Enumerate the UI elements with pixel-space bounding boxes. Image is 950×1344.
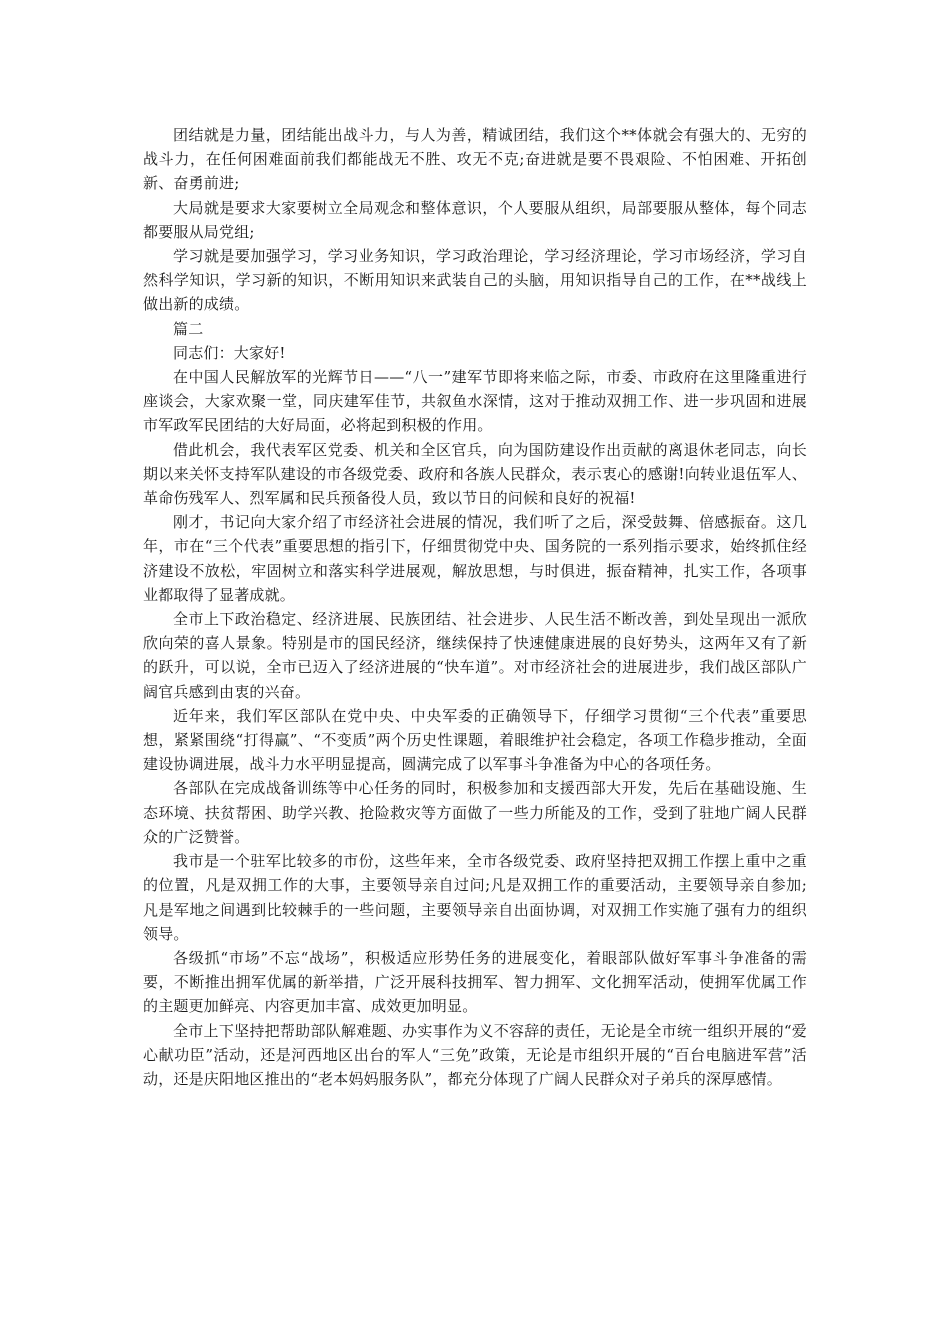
paragraph: 在中国人民解放军的光辉节日——“八一”建军节即将来临之际，市委、市政府在这里隆重进行座谈会，大家欢聚一堂，同庆建军佳节，共叙鱼水深情，这对于推动双拥工作、进一步巩固和进展市军政军民团结的大好局面，必将起到积极的作用。	[143, 368, 807, 435]
document-body	[143, 123, 807, 1091]
section-heading: 篇二	[173, 319, 204, 338]
paragraph: 各部队在完成战备训练等中心任务的同时，积极参加和支援西部大开发，先后在基础设施、生态环境、扶贫帮困、助学兴教、抢险救灾等方面做了一些力所能及的工作，受到了驻地广阔人民群众的广泛赞誉。	[143, 779, 807, 846]
paragraph: 各级抓“市场”不忘“战场”，积极适应形势任务的进展变化，着眼部队做好军事斗争准备的需要，不断推出拥军优属的新举措，广泛开展科技拥军、智力拥军、文化拥军活动，使拥军优属工作的主题更加鲜亮、内容更加丰富、成效更加明显。	[143, 948, 807, 1016]
paragraph: 团结就是力量，团结能出战斗力，与人为善，精诚团结，我们这个**体就会有强大的、无穷的战斗力，在任何困难面前我们都能战无不胜、攻无不克;奋进就是要不畏艰险、不怕困难、开拓创新、奋勇前进;	[143, 126, 807, 193]
paragraph: 全市上下政治稳定、经济进展、民族团结、社会进步、人民生活不断改善，到处呈现出一派欣欣向荣的喜人景象。特别是市的国民经济，继续保持了快速健康进展的良好势头，这两年又有了新的跃升，可以说，全市已迈入了经济进展的“快车道”。对市经济社会的进展进步，我们战区部队广阔官兵感到由衷的兴奋。	[143, 610, 807, 701]
salutation: 同志们：大家好!	[173, 343, 286, 362]
paragraph: 大局就是要求大家要树立全局观念和整体意识，个人要服从组织，局部要服从整体，每个同志都要服从局党组;	[143, 198, 807, 241]
paragraph: 借此机会，我代表军区党委、机关和全区官兵，向为国防建设作出贡献的离退休老同志，向长期以来关怀支持军队建设的市各级党委、政府和各族人民群众，表示衷心的感谢!向转业退伍军人、革命伤残军人、烈军属和民兵预备役人员，致以节日的问候和良好的祝福!	[143, 440, 807, 508]
paragraph: 全市上下坚持把帮助部队解难题、办实事作为义不容辞的责任，无论是全市统一组织开展的“爱心献功臣”活动，还是河西地区出台的军人“三免”政策，无论是市组织开展的“百台电脑进军营”活动，还是庆阳地区推出的“老本妈妈服务队”，都充分体现了广阔人民群众对子弟兵的深厚感情。	[143, 1021, 807, 1088]
paragraph: 近年来，我们军区部队在党中央、中央军委的正确领导下，仔细学习贯彻“三个代表”重要思想，紧紧围绕“打得赢”、“不变质”两个历史性课题，着眼维护社会稳定，各项工作稳步推动，全面建设协调进展，战斗力水平明显提高，圆满完成了以军事斗争准备为中心的各项任务。	[143, 706, 807, 774]
paragraph: 学习就是要加强学习，学习业务知识，学习政治理论，学习经济理论，学习市场经济，学习自然科学知识，学习新的知识，不断用知识来武装自己的头脑，用知识指导自己的工作，在**战线上做出新的成绩。	[143, 247, 807, 314]
paragraph: 刚才，书记向大家介绍了市经济社会进展的情况，我们听了之后，深受鼓舞、倍感振奋。这几年，市在“三个代表”重要思想的指引下，仔细贯彻党中央、国务院的一系列指示要求，始终抓住经济建设不放松，牢固树立和落实科学进展观，解放思想，与时俱进，振奋精神，扎实工作，各项事业都取得了显著成就。	[143, 513, 807, 604]
paragraph: 我市是一个驻军比较多的市份，这些年来，全市各级党委、政府坚持把双拥工作摆上重中之重的位置，凡是双拥工作的大事，主要领导亲自过问;凡是双拥工作的重要活动，主要领导亲自参加;凡是军地之间遇到比较棘手的一些问题，主要领导亲自出面协调，对双拥工作实施了强有力的组织领导。	[143, 852, 807, 943]
